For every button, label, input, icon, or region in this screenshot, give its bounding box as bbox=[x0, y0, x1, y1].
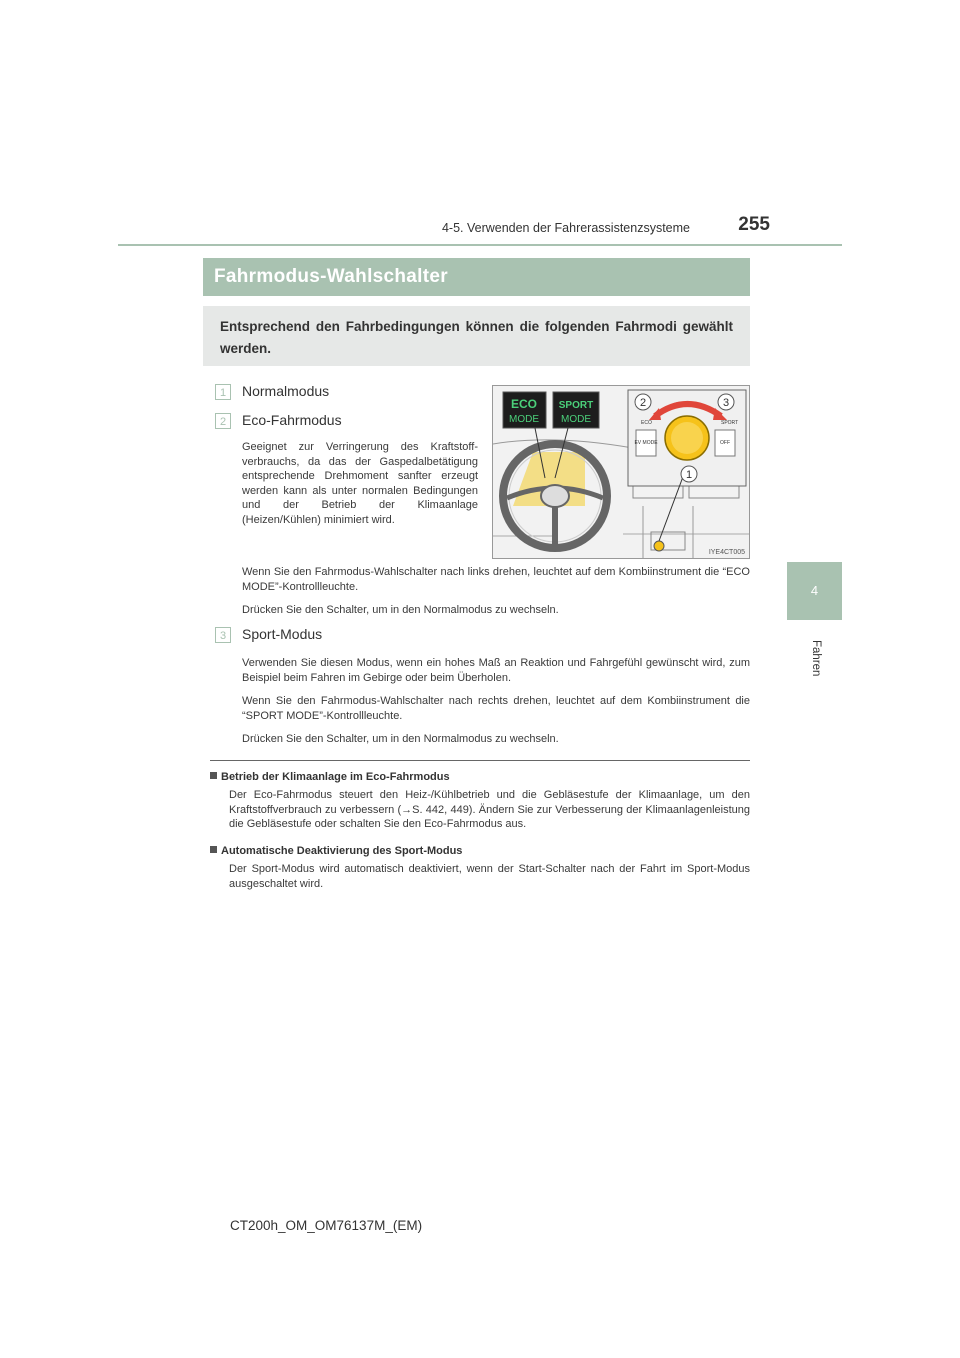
note-title-sport: Automatische Deaktivierung des Sport-Modus bbox=[221, 845, 463, 857]
mode-title-sport: Sport-Modus bbox=[242, 626, 323, 642]
ev-label: EV MODE bbox=[634, 440, 658, 446]
mode-number-2: 2 bbox=[215, 413, 231, 429]
wheel-hub bbox=[541, 485, 569, 507]
mode-title-normal: Normalmodus bbox=[242, 383, 330, 399]
drive-mode-figure bbox=[492, 385, 750, 559]
eco-text-1: ECO bbox=[510, 397, 538, 411]
knob-eco-label: ECO bbox=[641, 420, 652, 426]
notes-separator bbox=[210, 760, 750, 761]
intro-box: Entsprechend den Fahrbedingungen können die folgenden Fahrmodi gewählt werden. bbox=[203, 306, 750, 366]
mode-title-eco: Eco-Fahrmodus bbox=[242, 412, 342, 428]
mode-desc-sport-3: Drücken Sie den Schalter, um in den Normalmodus zu wechseln. bbox=[242, 733, 559, 745]
bullet-square-icon bbox=[210, 846, 217, 853]
note-title-climate: Betrieb der Klimaanlage im Eco-Fahrmodus bbox=[221, 771, 450, 783]
dashboard-illustration bbox=[493, 386, 749, 558]
header-rule bbox=[118, 244, 842, 246]
knob-normal-label: NORMAL bbox=[676, 402, 698, 408]
note-body-sport: Der Sport-Modus wird automatisch deaktiviert, wenn der Start-Schalter nach der Fahrt im Sport-Modus ausgeschaltet wird. bbox=[229, 863, 750, 890]
mode-desc-sport-2: Wenn Sie den Fahrmodus-Wahlschalter nach rechts drehen, leuchtet auf dem Kombiinstrument die “SPORT MODE”-Kontrollleuchte. bbox=[242, 695, 750, 722]
callout-1: 1 bbox=[685, 469, 693, 481]
chapter-label-text: Fahren bbox=[810, 640, 822, 677]
note-heading-sport bbox=[210, 845, 462, 857]
mode-number-1: 1 bbox=[215, 384, 231, 400]
note-body-climate: Der Eco-Fahrmodus steuert den Heiz-/Kühlbetrieb und die Gebläsestufe der Klimaanlage, um den Kraftstoffverbrauch zu verbessern (→S. 442, 449). Ändern Sie zur Verbesserung der Klimaanlagenleistung die Gebläsestufe oder schalten Sie den Eco-Fahrmodus aus. bbox=[229, 789, 750, 831]
off-label: OFF bbox=[720, 440, 730, 446]
callout-3: 3 bbox=[722, 397, 730, 409]
callout-2: 2 bbox=[639, 397, 647, 409]
mode-number-3: 3 bbox=[215, 627, 231, 643]
mode-desc-eco: Geeignet zur Verringerung des Kraftstoff-verbrauchs, da das der Gaspedalbetätigung entsprechende Drehmoment sanfter erzeugt werden kann als unter normalen Bedingungen und der Betrieb der Klimaanlage (Heizen/Kühlen) minimiert wird. bbox=[242, 441, 478, 526]
running-header: 4-5. Verwenden der Fahrerassistenzsysteme bbox=[441, 221, 690, 235]
mode-desc-sport: Verwenden Sie diesen Modus, wenn ein hohes Maß an Reaktion und Fahrgefühl gewünscht wird, zum Beispiel beim Fahren im Gebirge oder beim Überholen. bbox=[242, 657, 750, 684]
section-title: Fahrmodus-Wahlschalter bbox=[203, 258, 750, 296]
chapter-tab: 4 bbox=[787, 562, 842, 620]
mode-switch-small bbox=[654, 541, 664, 551]
bullet-square-icon bbox=[210, 772, 217, 779]
note-heading-climate bbox=[210, 771, 450, 783]
knob-sport-label: SPORT bbox=[721, 420, 739, 426]
sport-text-2: MODE bbox=[561, 414, 591, 425]
sport-text-1: SPORT bbox=[558, 400, 594, 411]
document-code: CT200h_OM_OM76137M_(EM) bbox=[230, 1218, 423, 1233]
page-number: 255 bbox=[738, 214, 770, 235]
eco-text-2: MODE bbox=[509, 414, 539, 425]
figure-code: IYE4CT005 bbox=[708, 549, 745, 556]
mode-desc-eco-2: Wenn Sie den Fahrmodus-Wahlschalter nach links drehen, leuchtet auf dem Kombiinstrument die “ECO MODE”-Kontrollleuchte. bbox=[242, 566, 750, 593]
chapter-label bbox=[800, 640, 828, 700]
mode-desc-eco-3: Drücken Sie den Schalter, um in den Normalmodus zu wechseln. bbox=[242, 604, 559, 616]
